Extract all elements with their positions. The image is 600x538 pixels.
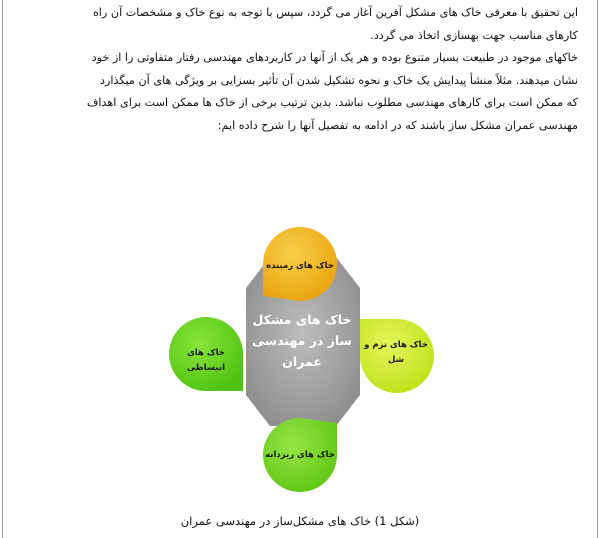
left-petal-label-line-1: خاک های — [187, 348, 225, 358]
figure-caption: (شکل 1) خاک های مشکل‌ساز در مهندسی عمران — [180, 514, 420, 528]
text-line: خاکهای موجود در طبیعت بسیار متنوع بوده و هر یک از آنها در کاربردهای مهندسی رفتار متفاوتی را از خود — [91, 51, 578, 65]
top-petal-label: خاک های رمبنده — [266, 261, 334, 271]
center-label-line-3: عمران — [282, 354, 322, 369]
center-label-line-1: خاک های مشکل — [252, 312, 352, 327]
text-line: مهندسی عمران مشکل ساز باشند که در ادامه به تفصیل آنها را شرح داده ایم: — [217, 118, 578, 132]
text-line: کارهای مناسب جهت بهسازی اتخاذ می گردد. — [370, 28, 578, 42]
center-label-line-2: ساز در مهندسی — [252, 333, 352, 348]
bottom-petal-label: خاک های ریزدانه — [265, 450, 335, 460]
right-petal-label-line-1: خاک های نرم و — [364, 340, 428, 350]
right-petal-label-line-2: شل — [388, 355, 404, 365]
text-line: نشان میدهند. مثلاً منشأ پیدایش یک خاک و نحوه تشکیل شدن آن تأثیر بسزایی بر ویژگی های آن میگذارد — [100, 73, 578, 87]
left-petal-label-line-2: انبساطی — [186, 363, 226, 373]
text-line: این تحقیق با معرفی خاک های مشکل آفرین آغاز می گردد، سپس با توجه به نوع خاک و مشخصات آن راه — [92, 6, 578, 19]
text-line: که ممکن است برای کارهای مهندسی مطلوب نباشد. بدین ترتیب برخی از خاک ها ممکن است برای اهداف — [86, 96, 578, 110]
